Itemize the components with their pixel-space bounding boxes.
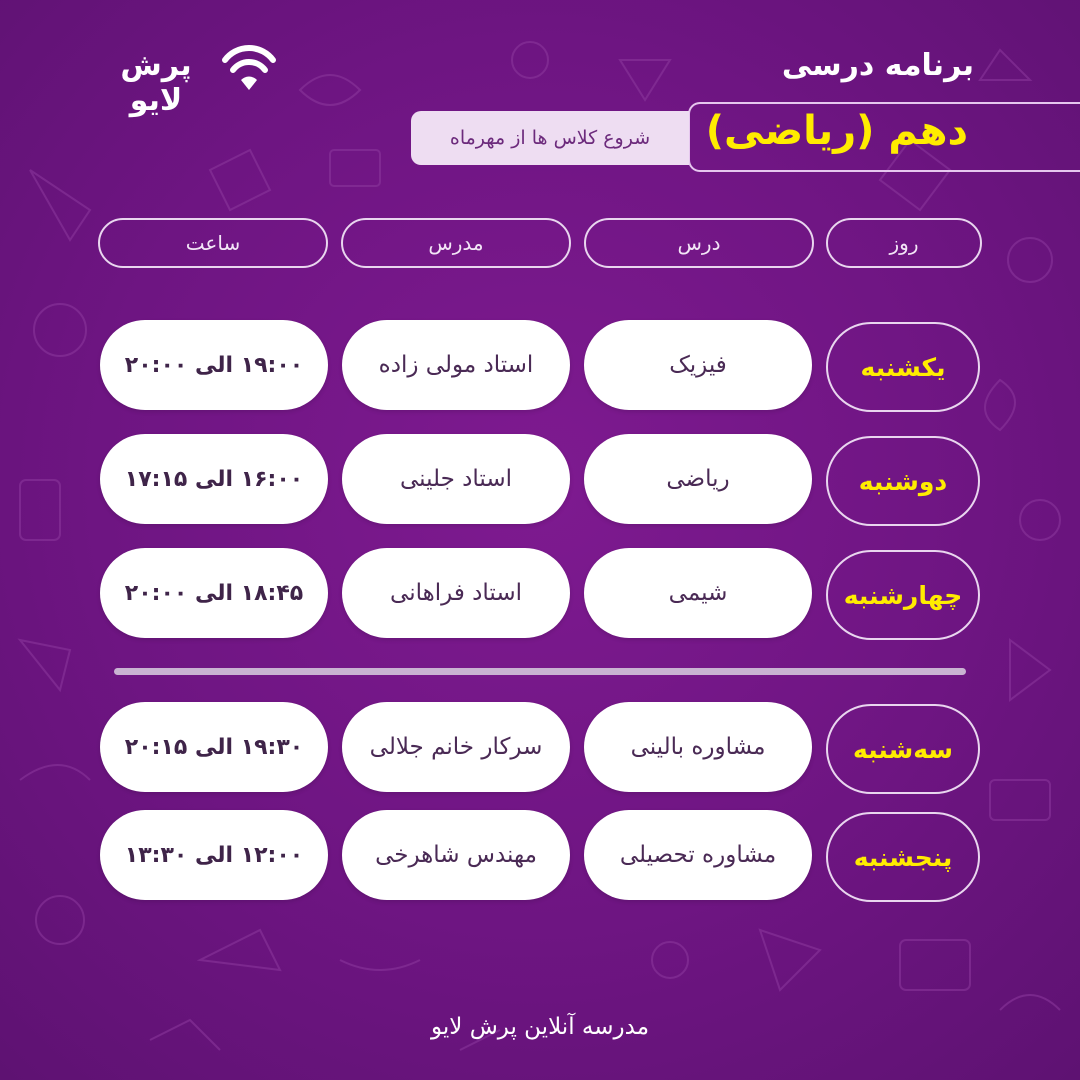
subject-cell: فیزیک (584, 320, 812, 410)
column-header-time-label: ساعت (185, 231, 241, 255)
signal-logo-icon (219, 38, 279, 98)
time-cell: ۱۶:۰۰ الی ۱۷:۱۵ (100, 434, 328, 524)
column-header-subject (584, 218, 814, 268)
brand-name: پرش لایو (120, 48, 192, 118)
program-title: برنامه درسی (781, 48, 974, 83)
day-cell: پنجشنبه (826, 812, 980, 902)
teacher-cell: استاد جلینی (342, 434, 570, 524)
teacher-cell: استاد مولی زاده (342, 320, 570, 410)
column-header-day-label: روز (889, 231, 919, 255)
column-header-teacher (341, 218, 571, 268)
brand-logo (96, 38, 281, 118)
section-divider (114, 668, 966, 675)
column-header-subject-label: درس (677, 231, 721, 255)
day-cell: یکشنبه (826, 322, 980, 412)
subject-cell: شیمی (584, 548, 812, 638)
time-cell: ۱۸:۴۵ الی ۲۰:۰۰ (100, 548, 328, 638)
time-cell: ۱۹:۳۰ الی ۲۰:۱۵ (100, 702, 328, 792)
teacher-cell: مهندس شاهرخی (342, 810, 570, 900)
subject-cell: مشاوره تحصیلی (584, 810, 812, 900)
day-cell: دوشنبه (826, 436, 980, 526)
teacher-cell: سرکار خانم جلالی (342, 702, 570, 792)
start-note-text: شروع کلاس ها از مهرماه (449, 127, 651, 149)
subject-cell: ریاضی (584, 434, 812, 524)
day-cell: سه‌شنبه (826, 704, 980, 794)
column-header-teacher-label: مدرس (428, 231, 484, 255)
time-cell: ۱۹:۰۰ الی ۲۰:۰۰ (100, 320, 328, 410)
column-header-time (98, 218, 328, 268)
column-header-day (826, 218, 982, 268)
subject-cell: مشاوره بالینی (584, 702, 812, 792)
level-title: دهم (ریاضی) (705, 108, 968, 154)
start-note (411, 111, 689, 165)
time-cell: ۱۲:۰۰ الی ۱۳:۳۰ (100, 810, 328, 900)
teacher-cell: استاد فراهانی (342, 548, 570, 638)
day-cell: چهارشنبه (826, 550, 980, 640)
footer-text: مدرسه آنلاین پرش لایو (430, 1014, 650, 1040)
